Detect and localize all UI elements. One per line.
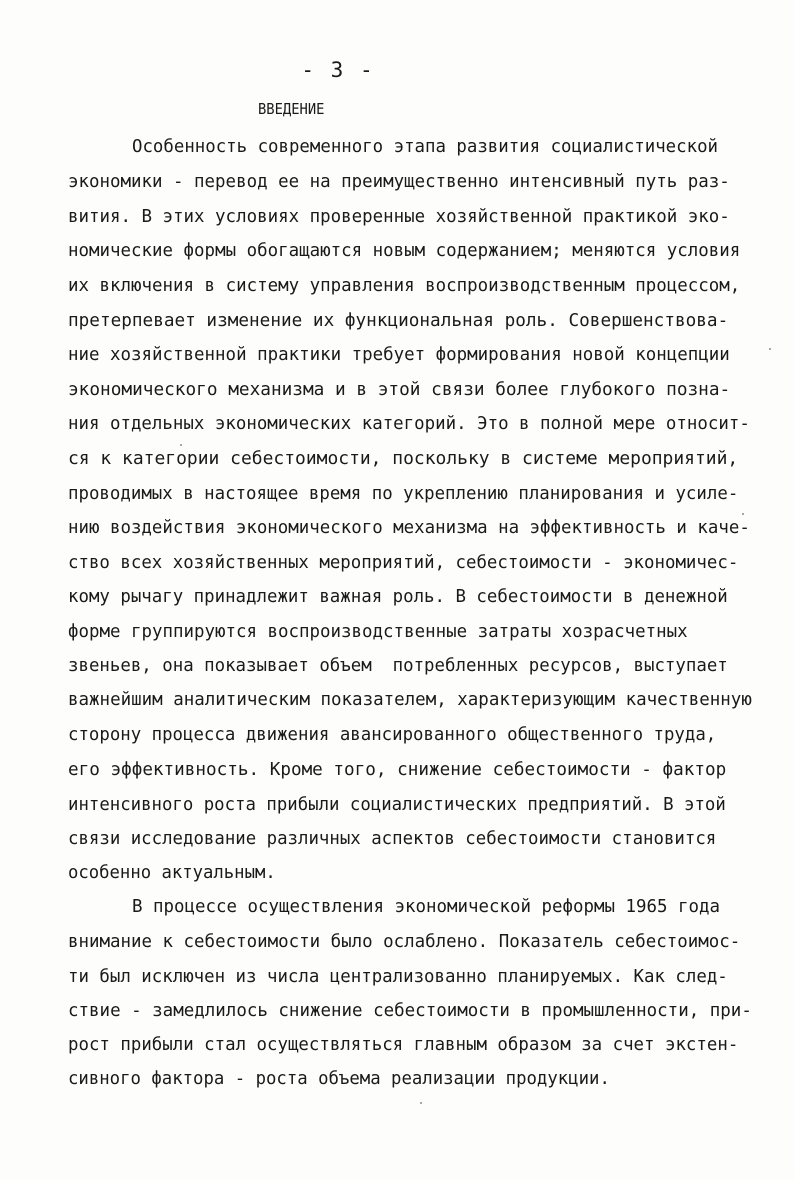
text-line: форме группируются воспроизводственные затраты хозрасчетных (68, 622, 688, 642)
text-line: экономического механизма и в этой связи более глубокого позна- (68, 380, 731, 400)
text-line: Особенность современного этапа развития социалистической (132, 137, 719, 157)
text-line: ние хозяйственной практики требует формирования новой концепции (68, 345, 730, 365)
text-line: ния отдельных экономических категорий. Это в полной мере относит- (68, 414, 750, 434)
text-line: претерпевает изменение их функциональная роль. Совершенствова- (68, 311, 729, 331)
text-line: ти был исключен из числа централизованно планируемых. Как след- (68, 967, 728, 987)
text-line: ство всех хозяйственных мероприятий, себестоимости - экономичес- (68, 553, 739, 573)
text-line: связи исследование различных аспектов себестоимости становится (68, 829, 717, 849)
text-line: экономики - перевод ее на преимущественно интенсивный путь раз- (68, 172, 730, 192)
text-line: проводимых в настоящее время по укреплению планирования и усиле- (68, 484, 739, 504)
paper-speck (742, 513, 744, 515)
text-line: внимание к себестоимости было ослаблено. Показатель себестоимос- (68, 932, 741, 952)
text-line: сторону процесса движения авансированного общественного труда, (68, 725, 717, 745)
text-line: вития. В этих условиях проверенные хозяйственной практикой эко- (68, 207, 730, 227)
text-line: особенно актуальным. (68, 863, 276, 883)
text-line: сивного фактора - роста объема реализации продукции. (68, 1069, 610, 1089)
paper-speck (180, 444, 182, 446)
text-line: их включения в систему управления воспроизводственным процессом, (68, 276, 741, 296)
text-line: звеньев, она показывает объем потребленных ресурсов, выступает (68, 656, 728, 676)
text-line: ствие - замедлилось снижение себестоимости в промышленности, при- (68, 1001, 752, 1021)
text-line: рост прибыли стал осуществляться главным образом за счет экстен- (68, 1035, 739, 1055)
paper-speck (420, 1102, 422, 1104)
paper-speck (769, 348, 771, 350)
text-line: кому рычагу принадлежит важная роль. В себестоимости в денежной (68, 587, 728, 607)
text-line: нию воздействия экономического механизма на эффективность и каче- (68, 518, 750, 538)
text-line: В процессе осуществления экономической реформы 1965 года (132, 897, 721, 917)
text-line: интенсивного роста прибыли социалистических предприятий. В этой (68, 795, 726, 815)
text-line: важнейшим аналитическим показателем, характеризующим качественную (68, 690, 752, 710)
page-number: - 3 - (301, 58, 375, 82)
text-line: номические формы обогащаются новым содержанием; меняются условия (68, 241, 741, 261)
text-line: его эффективность. Кроме того, снижение себестоимости - фактор (68, 760, 727, 780)
text-line: ся к категории себестоимости, поскольку в системе мероприятий, (68, 449, 739, 469)
section-heading: ВВЕДЕНИЕ (258, 100, 325, 118)
